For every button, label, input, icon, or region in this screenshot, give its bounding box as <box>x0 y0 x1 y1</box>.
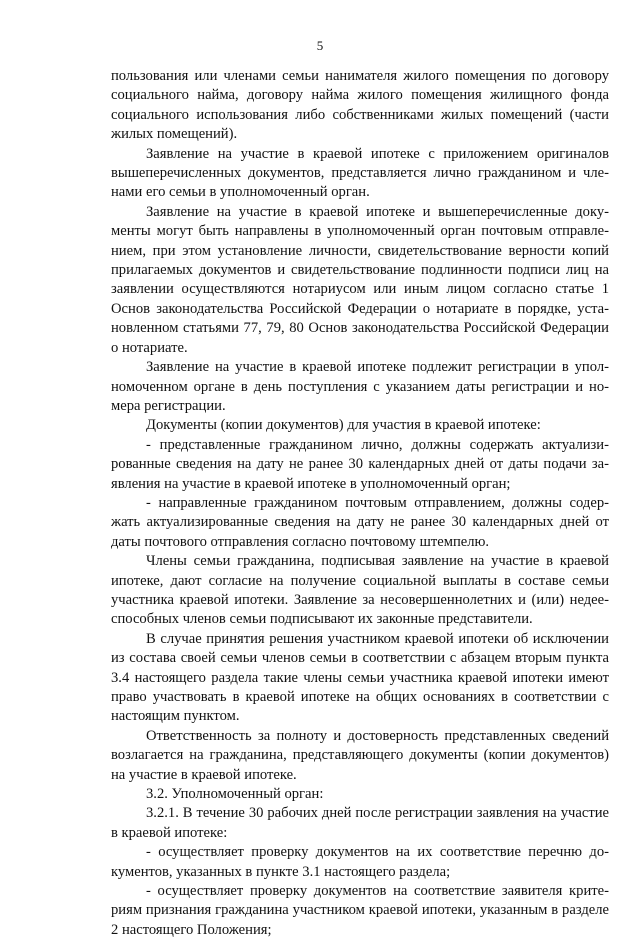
list-item-check-criteria: - осуществляет проверку документов на соответствие заявителя критериям признания гражданина участником краевой ипотеки, указанным в разделе 2 настоящего Положения; <box>111 883 609 938</box>
paragraph-3-2-1: 3.2.1. В течение 30 рабочих дней после регистрации заявления на участие в краевой ипотеке: <box>111 805 609 841</box>
paragraph-family-consent: Члены семьи гражданина, подписывая заявление на участие в краевой ипотеке, дают согласие на получение социальной выплаты в составе семьи участника краевой ипотеки. Заявление за несовершеннолетних и (или) недееспособных членов семьи подписывают их законные представители. <box>111 553 609 628</box>
list-item-in-person: - представленные гражданином лично, должны содержать актуализированные сведения на дату не ранее 30 календарных дней от даты подачи заявления на участие в краевой ипотеке в уполномоченный орган; <box>111 436 609 492</box>
paragraph-continuation: пользования или членами семьи нанимателя жилого помещения по договору социального найма, договору найма жилого помещения жилищного фонда социального использования либо собственниками жилых помещений (части жилых помещений). <box>111 68 609 143</box>
list-item-check-documents: - осуществляет проверку документов на их соответствие перечню документов, указанных в пункте 3.1 настоящего раздела; <box>111 844 609 880</box>
paragraph-registration: Заявление на участие в краевой ипотеке подлежит регистрации в уполномоченном органе в день поступления с указанием даты регистрации и номера регистрации. <box>111 359 609 414</box>
paragraph-documents-heading: Документы (копии документов) для участия в краевой ипотеке: <box>146 417 541 434</box>
paragraph-application-submission: Заявление на участие в краевой ипотеке с приложением оригиналов вышеперечисленных документов, представляется лично гражданином и членами его семьи в уполномоченный орган. <box>111 145 609 201</box>
page-number: 5 <box>316 38 324 53</box>
paragraph-responsibility: Ответственность за полноту и достоверность представленных сведений возлагается на гражданина, представляющего документы (копии документов) на участие в краевой ипотеке. <box>111 727 609 783</box>
document-body <box>111 67 609 940</box>
list-item-by-post: - направленные гражданином почтовым отправлением, должны содержать актуализированные сведения на дату не ранее 30 календарных дней от даты почтового отправления согласно почтовому штемпелю. <box>111 494 609 550</box>
paragraph-exclusion: В случае принятия решения участником краевой ипотеки об исключении из состава своей семьи членов семьи в соответствии с абзацем вторым пункта 3.4 настоящего раздела такие члены семьи участника краевой ипотеки имеют право участвовать в краевой ипотеке на общих основаниях в соответствии с настоящим пунктом. <box>111 630 609 725</box>
section-heading-3-2: 3.2. Уполномоченный орган: <box>146 786 324 803</box>
paragraph-postal-submission: Заявление на участие в краевой ипотеке и вышеперечисленные документы могут быть направлены в уполномоченный орган почтовым отправлением, при этом установление личности, свидетельствование верности копий прилагаемых документов и свидетельствование подлинности подписи лиц на заявлении осуществляются нотариусом или иным лицом согласно статье 1 Основ законодательства Российской Федерации о нотариате в порядке, установленном статьями 77, 79, 80 Основ законодательства Российской Федерации о нотариате. <box>111 203 609 356</box>
